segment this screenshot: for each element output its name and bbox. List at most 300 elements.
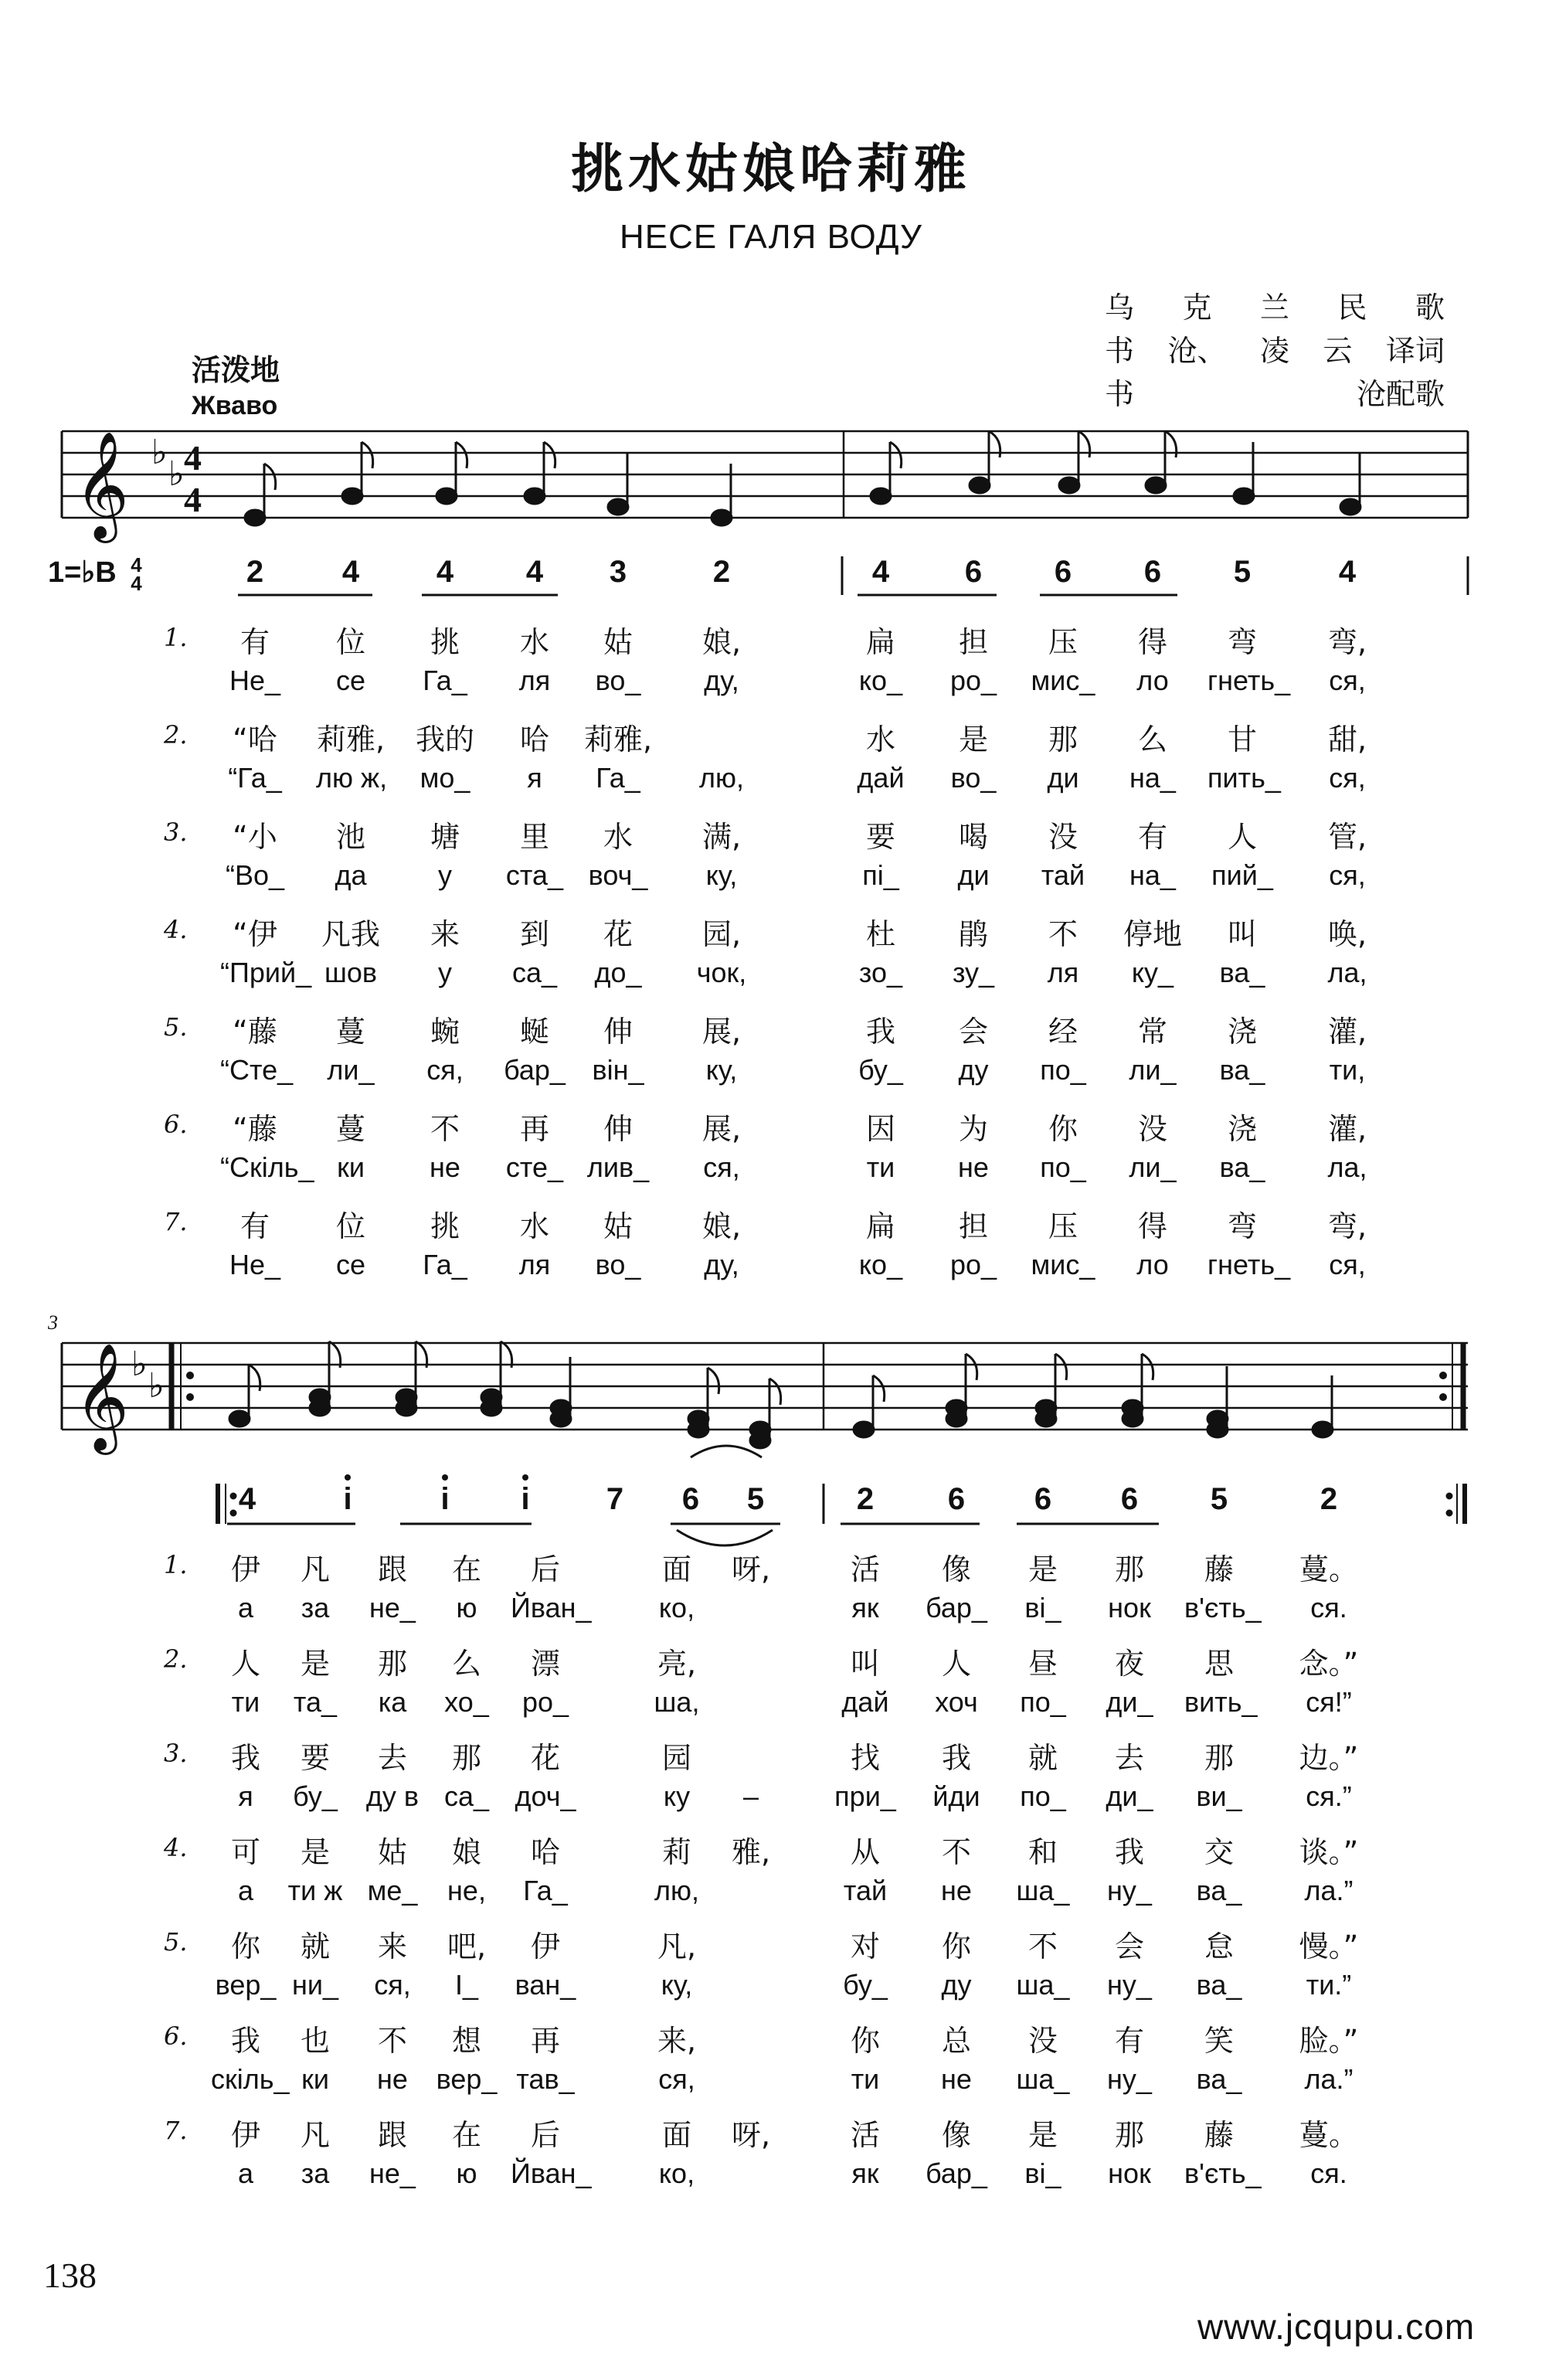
lyric-ukrainian: ся, — [703, 1151, 740, 1183]
lyric-ukrainian: бар_ — [926, 1592, 987, 1624]
lyric-ukrainian: ли_ — [1129, 1054, 1177, 1086]
lyric-chinese: 像 — [941, 2118, 971, 2152]
lyric-chinese: 后 — [530, 2118, 560, 2152]
jianpu-note: 4 — [341, 555, 360, 589]
lyric-chinese: 水 — [519, 625, 549, 659]
lyric-ukrainian: ду в — [365, 1780, 419, 1812]
jianpu-note: 5 — [746, 1482, 765, 1516]
lyric-chinese: 浇 — [1227, 1112, 1257, 1146]
lyric-ukrainian: ло — [1136, 1249, 1169, 1280]
lyric-ukrainian: не — [377, 2063, 408, 2095]
lyric-chinese: 会 — [1114, 1930, 1144, 1964]
lyric-ukrainian: лю, — [698, 762, 744, 794]
flat-sign-icon: ♭ — [168, 454, 185, 494]
lyric-ukrainian: Га_ — [523, 1875, 568, 1906]
lyric-chinese: 来 — [430, 917, 460, 951]
lyric-chinese: 总 — [941, 2024, 971, 2058]
verse-number: 1. — [164, 623, 188, 652]
lyric-ukrainian: ю — [456, 1592, 477, 1624]
lyric-ukrainian: бар_ — [926, 2157, 987, 2189]
lyric-ukrainian: гнеть_ — [1207, 1249, 1291, 1280]
lyric-ukrainian: ся!” — [1306, 1686, 1352, 1718]
lyric-chinese: 我 — [230, 2024, 260, 2058]
lyric-chinese: 慢。” — [1299, 1930, 1359, 1964]
lyric-ukrainian: ла.” — [1304, 1875, 1353, 1906]
lyric-chinese: 你 — [1048, 1112, 1078, 1146]
lyric-ukrainian: Йван_ — [511, 2157, 592, 2189]
lyric-chinese: 会 — [958, 1015, 988, 1049]
lyric-chinese: 停地 — [1123, 917, 1182, 951]
lyric-chinese: 池 — [335, 820, 365, 854]
lyric-ukrainian: ша_ — [1016, 1969, 1070, 2001]
lyric-chinese: 弯 — [1227, 625, 1257, 659]
notes-measure-2 — [871, 431, 1360, 515]
lyric-ukrainian: ва_ — [1219, 1054, 1265, 1086]
lyric-chinese: 里 — [519, 820, 549, 854]
jianpu-note: 5 — [1210, 1482, 1228, 1516]
lyric-ukrainian: лю, — [654, 1875, 699, 1906]
lyric-chinese: 哈 — [519, 722, 549, 756]
verse-number: 7. — [164, 2116, 188, 2145]
lyric-chinese: 我 — [865, 1015, 895, 1049]
lyric-ukrainian: “Скіль_ — [220, 1151, 314, 1183]
lyric-chinese: 有 — [239, 625, 270, 659]
jianpu-note: 6 — [947, 1482, 966, 1516]
lyric-chinese: 娘, — [701, 1209, 742, 1243]
lyric-ukrainian: не — [941, 2063, 972, 2095]
lyric-ukrainian: ля — [518, 1249, 551, 1280]
lyric-ukrainian: “Прий_ — [220, 957, 312, 988]
lyric-chinese: 甜, — [1327, 722, 1367, 756]
lyric-ukrainian: ку, — [661, 1969, 693, 2001]
lyric-ukrainian: ди_ — [1106, 1686, 1153, 1718]
lyric-ukrainian: зу_ — [952, 957, 995, 988]
lyric-ukrainian: в'єть_ — [1184, 1592, 1262, 1624]
lyric-chinese: 园 — [661, 1741, 691, 1775]
lyric-chinese: 喝 — [958, 820, 988, 854]
lyric-chinese: 蔓 — [335, 1112, 365, 1146]
lyric-chinese: 我的 — [415, 722, 474, 756]
lyric-ukrainian: ти ж — [287, 1875, 343, 1906]
lyric-chinese: 我 — [230, 1741, 260, 1775]
lyric-ukrainian: він_ — [592, 1054, 644, 1086]
lyric-ukrainian: ва_ — [1219, 1151, 1265, 1183]
time-signature-bottom: 4 — [131, 571, 142, 595]
page-number: 138 — [43, 2256, 97, 2295]
lyric-ukrainian: тай — [843, 1875, 888, 1906]
lyric-ukrainian: І_ — [454, 1969, 479, 2001]
song-subtitle: НЕСЕ ГАЛЯ ВОДУ — [620, 218, 922, 256]
lyric-chinese: 满, — [701, 820, 742, 854]
lyric-ukrainian: шов — [324, 957, 378, 988]
lyric-ukrainian: нок — [1108, 2157, 1151, 2189]
lyric-chinese: 脸。” — [1299, 2024, 1359, 2058]
lyric-ukrainian: по_ — [1020, 1780, 1066, 1812]
jianpu-note: i — [521, 1482, 530, 1516]
lyric-chinese: 蜒 — [519, 1015, 549, 1049]
lyric-chinese: 在 — [451, 1552, 481, 1586]
lyric-ukrainian: Га_ — [596, 762, 640, 794]
verse-number: 6. — [164, 1110, 188, 1139]
lyric-ukrainian: во_ — [595, 665, 641, 696]
lyric-ukrainian: ся, — [374, 1969, 411, 2001]
lyric-chinese: 人 — [941, 1647, 971, 1681]
jianpu-note: 4 — [871, 555, 890, 589]
lyric-chinese: 没 — [1048, 820, 1078, 854]
lyric-ukrainian: ти — [231, 1686, 260, 1718]
lyric-chinese: 和 — [1027, 1835, 1058, 1869]
lyric-ukrainian: у — [438, 859, 452, 891]
lyric-ukrainian: ро_ — [949, 1249, 997, 1280]
lyric-ukrainian: ва_ — [1219, 957, 1265, 988]
lyric-ukrainian: ну_ — [1107, 1969, 1152, 2001]
lyric-ukrainian: зо_ — [858, 957, 903, 988]
staff-lines-2 — [62, 1343, 1468, 1430]
lyric-chinese: 管, — [1327, 820, 1367, 854]
credit-cell: 书 — [1105, 334, 1135, 368]
lyric-ukrainian: ва_ — [1196, 1969, 1242, 2001]
lyric-chinese: 挑 — [430, 1209, 460, 1243]
lyric-chinese: 跟 — [377, 1552, 407, 1586]
lyric-chinese: 那 — [377, 1647, 407, 1681]
lyric-chinese: 面 — [661, 2118, 691, 2152]
verse-number: 7. — [164, 1207, 188, 1236]
lyric-chinese: 经 — [1048, 1015, 1078, 1049]
lyric-chinese: 水 — [519, 1209, 549, 1243]
lyric-chinese: 再 — [519, 1112, 549, 1146]
lyric-ukrainian: бу_ — [293, 1780, 338, 1812]
lyric-ukrainian: Не_ — [229, 1249, 281, 1280]
lyric-chinese: 伸 — [603, 1112, 633, 1146]
lyric-chinese: 水 — [865, 722, 895, 756]
credit-cell: 云 — [1323, 334, 1353, 368]
lyric-ukrainian: ся. — [1310, 2157, 1347, 2189]
lyric-chinese: 雅, — [731, 1835, 771, 1869]
lyric-chinese: 不 — [430, 1112, 460, 1146]
lyric-chinese: 去 — [377, 1741, 407, 1775]
time-signature-top: 4 — [184, 438, 202, 478]
lyric-chinese: 没 — [1027, 2024, 1058, 2058]
lyric-chinese: 藤 — [1204, 1552, 1234, 1586]
flat-sign-icon: ♭ — [148, 1366, 165, 1406]
lyric-ukrainian: лю ж, — [316, 762, 388, 794]
lyric-ukrainian: ду, — [704, 665, 739, 696]
lyric-chinese: 人 — [1227, 820, 1257, 854]
lyric-chinese: 就 — [1027, 1741, 1058, 1775]
jianpu-note: 6 — [1034, 1482, 1052, 1516]
lyric-chinese: 叫 — [850, 1647, 880, 1681]
credit-cell: 沧配歌 — [1356, 377, 1445, 411]
lyric-ukrainian: Йван_ — [511, 1592, 592, 1624]
lyric-ukrainian: ки — [301, 2063, 329, 2095]
lyric-chinese: 甘 — [1227, 722, 1257, 756]
lyric-chinese: 人 — [230, 1647, 260, 1681]
lyric-chinese: 没 — [1137, 1112, 1167, 1146]
lyric-chinese: 姑 — [603, 625, 633, 659]
lyric-chinese: 唤, — [1327, 917, 1367, 951]
jianpu-note: 6 — [681, 1482, 700, 1516]
jianpu-note: 6 — [1054, 555, 1072, 589]
jianpu-note: 4 — [238, 1482, 256, 1516]
lyric-chinese: 莉 — [661, 1835, 691, 1869]
lyric-chinese: 不 — [1048, 917, 1078, 951]
lyric-chinese: 灌, — [1327, 1112, 1367, 1146]
lyric-chinese: 挑 — [430, 625, 460, 659]
lyric-chinese: 哈 — [530, 1835, 560, 1869]
lyric-ukrainian: тай — [1041, 859, 1085, 891]
lyric-ukrainian: а — [237, 1592, 254, 1624]
lyric-ukrainian: мис_ — [1031, 665, 1095, 696]
jianpu-note: 4 — [1338, 555, 1357, 589]
slur-icon — [677, 1530, 773, 1545]
lyric-chinese: 笑 — [1204, 2024, 1234, 2058]
lyric-ukrainian: по_ — [1040, 1054, 1086, 1086]
lyric-chinese: 不 — [1027, 1930, 1058, 1964]
lyric-ukrainian: вер_ — [436, 2063, 498, 2095]
jianpu-note: 6 — [1120, 1482, 1139, 1516]
lyric-ukrainian: ві_ — [1024, 2157, 1061, 2189]
lyric-chinese: 交 — [1204, 1835, 1234, 1869]
lyric-ukrainian: ко_ — [858, 1249, 903, 1280]
tempo-marking-ukrainian: Жваво — [192, 391, 278, 420]
lyric-ukrainian: а — [237, 2157, 254, 2189]
lyric-chinese: 要 — [300, 1741, 330, 1775]
lyric-chinese: 那 — [1204, 1741, 1234, 1775]
lyric-ukrainian: при_ — [834, 1780, 896, 1812]
lyric-ukrainian: ля — [518, 665, 551, 696]
lyric-chinese: 就 — [300, 1930, 330, 1964]
lyric-ukrainian: не — [941, 1875, 972, 1906]
lyric-ukrainian: во_ — [595, 1249, 641, 1280]
flat-sign-icon: ♭ — [151, 433, 168, 472]
lyric-ukrainian: на_ — [1129, 762, 1176, 794]
verse-number: 2. — [164, 720, 188, 750]
lyric-chinese: 凡 — [300, 1552, 330, 1586]
jianpu-row-1 — [0, 552, 1542, 601]
lyric-ukrainian: ду — [958, 1054, 989, 1086]
lyric-chinese: 呀, — [731, 2118, 771, 2152]
verse-number: 2. — [164, 1644, 188, 1674]
lyric-chinese: “伊 — [233, 917, 277, 951]
credit-cell: 民 — [1337, 291, 1367, 325]
lyric-ukrainian: ко, — [658, 1592, 695, 1624]
lyric-chinese: “哈 — [233, 722, 277, 756]
lyric-chinese: 思 — [1204, 1647, 1234, 1681]
lyric-ukrainian: лив_ — [586, 1151, 650, 1183]
lyric-chinese: 想 — [451, 2024, 481, 2058]
lyric-chinese: 花 — [530, 1741, 560, 1775]
jianpu-note: 2 — [246, 555, 264, 589]
lyric-ukrainian: Га_ — [423, 1249, 467, 1280]
lyric-chinese: 亮, — [657, 1647, 697, 1681]
lyric-ukrainian: по_ — [1040, 1151, 1086, 1183]
lyric-chinese: 灌, — [1327, 1015, 1367, 1049]
lyric-ukrainian: по_ — [1020, 1686, 1066, 1718]
lyric-chinese: 也 — [300, 2024, 330, 2058]
lyric-chinese: 弯, — [1327, 625, 1367, 659]
lyric-ukrainian: я — [238, 1780, 253, 1812]
lyric-chinese: 蜿 — [430, 1015, 460, 1049]
lyric-ukrainian: не_ — [369, 2157, 416, 2189]
lyric-ukrainian: ли_ — [327, 1054, 375, 1086]
staff-lines-1 — [62, 431, 1468, 518]
lyric-chinese: 是 — [300, 1835, 330, 1869]
lyric-ukrainian: ва_ — [1196, 2063, 1242, 2095]
lyric-chinese: 常 — [1137, 1015, 1167, 1049]
lyric-chinese: 来, — [657, 2024, 697, 2058]
credit-arranger — [1105, 372, 1445, 416]
lyric-chinese: 你 — [850, 2024, 880, 2058]
lyric-chinese: 藤 — [1204, 2118, 1234, 2152]
lyric-ukrainian: як — [851, 1592, 879, 1624]
lyric-chinese: 莉雅, — [583, 722, 653, 756]
lyric-ukrainian: се — [335, 1249, 366, 1280]
lyric-chinese: 娘 — [451, 1835, 481, 1869]
lyric-chinese: “藤 — [233, 1112, 277, 1146]
lyric-ukrainian: ся, — [658, 2063, 695, 2095]
lyric-chinese: 塘 — [430, 820, 460, 854]
lyric-chinese: 担 — [958, 1209, 988, 1243]
lyric-ukrainian: дай — [857, 762, 905, 794]
credit-cell: 歌 — [1415, 291, 1445, 325]
notes-measure-4 — [854, 1354, 1333, 1437]
jianpu-note: i — [440, 1482, 450, 1516]
lyric-ukrainian: гнеть_ — [1207, 665, 1291, 696]
lyric-chinese: 是 — [958, 722, 988, 756]
lyric-chinese: 吧, — [447, 1930, 487, 1964]
lyric-chinese: 凡 — [300, 2118, 330, 2152]
lyric-ukrainian: вер_ — [215, 1969, 277, 2001]
lyric-chinese: 杜 — [865, 917, 895, 951]
lyric-ukrainian: дай — [841, 1686, 889, 1718]
lyric-chinese: 姑 — [377, 1835, 407, 1869]
lyric-ukrainian: ду, — [704, 1249, 739, 1280]
lyric-ukrainian: ла.” — [1304, 2063, 1353, 2095]
lyric-chinese: 不 — [941, 1835, 971, 1869]
lyric-chinese: 边。” — [1299, 1741, 1359, 1775]
lyric-ukrainian: нок — [1108, 1592, 1151, 1624]
lyric-chinese: 扁 — [865, 625, 895, 659]
verse-number: 5. — [164, 1012, 188, 1042]
notes-measure-1 — [245, 442, 732, 525]
lyric-ukrainian: ку, — [705, 859, 738, 891]
lyric-chinese: 有 — [1137, 820, 1167, 854]
lyric-ukrainian: ла, — [1327, 957, 1367, 988]
lyric-chinese: 莉雅, — [316, 722, 386, 756]
verse-number: 6. — [164, 2021, 188, 2051]
lyric-ukrainian: ся, — [1329, 859, 1366, 891]
credit-cell: 克 — [1182, 291, 1212, 325]
lyric-ukrainian: ти.” — [1306, 1969, 1352, 2001]
lyric-ukrainian: ві_ — [1024, 1592, 1061, 1624]
lyric-ukrainian: ви_ — [1196, 1780, 1242, 1812]
lyric-chinese: 叫 — [1227, 917, 1257, 951]
lyric-ukrainian: ти, — [1329, 1054, 1366, 1086]
lyric-chinese: 展, — [701, 1015, 742, 1049]
lyric-ukrainian: ся.” — [1306, 1780, 1352, 1812]
jianpu-note: 2 — [712, 555, 731, 589]
lyric-chinese: 去 — [1114, 1741, 1144, 1775]
lyric-chinese: 可 — [230, 1835, 260, 1869]
lyric-ukrainian: ку — [663, 1780, 691, 1812]
repeat-dot-icon — [1439, 1372, 1447, 1379]
verse-number: 3. — [164, 1739, 188, 1768]
lyric-ukrainian: за — [301, 1592, 330, 1624]
lyric-ukrainian: тав_ — [516, 2063, 575, 2095]
lyric-ukrainian: до_ — [594, 957, 642, 988]
lyric-ukrainian: пі_ — [862, 859, 899, 891]
lyric-ukrainian: ша, — [654, 1686, 700, 1718]
lyric-ukrainian: ку, — [705, 1054, 738, 1086]
lyric-chinese: “小 — [233, 820, 277, 854]
lyric-ukrainian: ко_ — [858, 665, 903, 696]
lyric-ukrainian: ва_ — [1196, 1875, 1242, 1906]
jianpu-note: 6 — [1143, 555, 1162, 589]
lyric-chinese: 后 — [530, 1552, 560, 1586]
lyric-ukrainian: ся, — [1329, 762, 1366, 794]
lyric-ukrainian: а — [237, 1875, 254, 1906]
lyric-chinese: 蔓 — [335, 1015, 365, 1049]
lyric-ukrainian: ки — [337, 1151, 365, 1183]
lyric-ukrainian: я — [527, 762, 542, 794]
credit-cell: 乌 — [1105, 291, 1135, 325]
lyric-chinese: 活 — [850, 2118, 880, 2152]
lyric-chinese: 花 — [603, 917, 633, 951]
lyric-chinese: 得 — [1137, 625, 1167, 659]
lyric-ukrainian: ме_ — [367, 1875, 418, 1906]
lyric-ukrainian: ля — [1047, 957, 1079, 988]
lyric-ukrainian: ну_ — [1107, 2063, 1152, 2095]
jianpu-note: 6 — [964, 555, 983, 589]
lyric-ukrainian: в'єть_ — [1184, 2157, 1262, 2189]
lyric-ukrainian: ша_ — [1016, 2063, 1070, 2095]
lyric-chinese: 伸 — [603, 1015, 633, 1049]
jianpu-note: 3 — [609, 555, 627, 589]
lyric-chinese: 是 — [300, 1647, 330, 1681]
lyric-ukrainian: Га_ — [423, 665, 467, 696]
lyric-chinese: 伊 — [530, 1930, 560, 1964]
lyric-chinese: 展, — [701, 1112, 742, 1146]
lyric-chinese: “藤 — [233, 1015, 277, 1049]
lyric-ukrainian: “Сте_ — [220, 1054, 294, 1086]
lyric-chinese: 压 — [1048, 625, 1078, 659]
lyric-chinese: 凡, — [657, 1930, 697, 1964]
lyric-ukrainian: ти — [866, 1151, 895, 1183]
time-signature-top: 4 — [131, 552, 142, 576]
lyric-chinese: 你 — [230, 1930, 260, 1964]
jianpu-row-2 — [0, 1482, 1542, 1528]
lyric-ukrainian: ро_ — [949, 665, 997, 696]
measure-number: 3 — [48, 1311, 58, 1334]
lyric-chinese: 念。” — [1299, 1647, 1359, 1681]
lyric-chinese: 那 — [1114, 2118, 1144, 2152]
website-watermark: www.jcqupu.com — [1197, 2307, 1476, 2347]
lyric-chinese: 跟 — [377, 2118, 407, 2152]
lyric-ukrainian: не — [958, 1151, 989, 1183]
lyric-ukrainian: ю — [456, 2157, 477, 2189]
verse-number: 4. — [164, 915, 188, 944]
lyric-chinese: 怠 — [1204, 1930, 1234, 1964]
credit-cell: 沧、 — [1167, 334, 1227, 368]
lyric-ukrainian: ся. — [1310, 1592, 1347, 1624]
verse-number: 5. — [164, 1927, 188, 1957]
lyric-ukrainian: ся, — [1329, 1249, 1366, 1280]
verse-number: 4. — [164, 1833, 188, 1862]
lyric-chinese: 对 — [850, 1930, 880, 1964]
lyric-chinese: 担 — [958, 625, 988, 659]
lyric-chinese: 因 — [865, 1112, 895, 1146]
lyric-chinese: 有 — [239, 1209, 270, 1243]
